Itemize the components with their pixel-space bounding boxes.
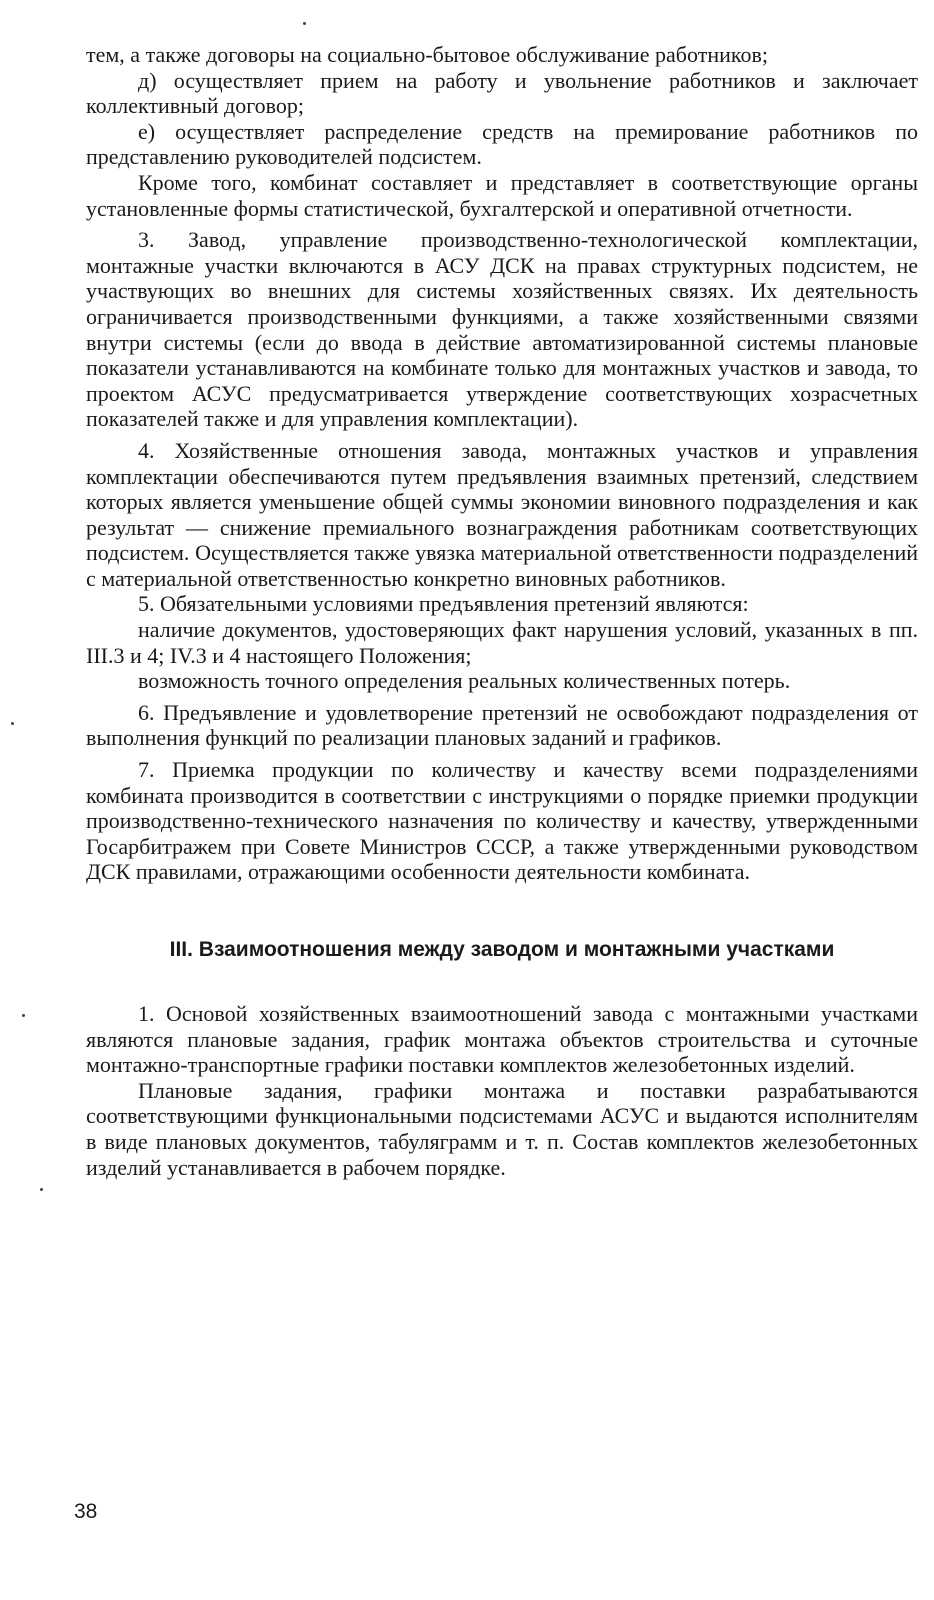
body-paragraph: тем, а также договоры на социально-бытовое обслуживание работников; — [86, 42, 768, 67]
body-paragraph: 6. Предъявление и удовлетворение претензий не освобождают подразделения от выполнения функций по реализации плановых заданий и графиков. — [86, 699, 918, 751]
page-number: 38 — [74, 1500, 98, 1523]
text-block-bottom — [86, 1001, 918, 1180]
document-page — [86, 42, 918, 1180]
body-paragraph: 5. Обязательными условиями предъявления претензий являются: — [138, 591, 749, 617]
scan-speck — [11, 722, 14, 725]
text-block-top — [86, 42, 918, 885]
body-paragraph: наличие документов, удостоверяющих факт нарушения условий, указанных в пп. III.3 и 4; IV.3 и 4 настоящего Положения; — [86, 617, 918, 668]
section-heading: III. Взаимоотношения между заводом и монтажными участками — [169, 938, 835, 961]
scan-speck — [303, 22, 306, 25]
body-paragraph: возможность точного определения реальных количественных потерь. — [138, 668, 791, 694]
body-paragraph: 7. Приемка продукции по количеству и качеству всеми подразделениями комбината производится в соответствии с инструкциями о порядке приемки продукции производственно-технического назначения по количеству и качеству, утвержденными Госарбитражем при Совете Министров СССР, а также утвержденными руководством ДСК правилами, отражающими особенности деятельности комбината. — [86, 757, 918, 885]
body-paragraph: 3. Завод, управление производственно-технологической комплектации, монтажные участки включаются в АСУ ДСК на правах структурных подсистем, не участвующих во внешних для системы хозяйственных связях. Их деятельность ограничивается производственными функциями, а также хозяйственными связями внутри системы (если до ввода в действие автоматизированной системы плановые показатели устанавливаются на комбинате только для монтажных участков и завода, то проектом АСУС предусматривается утверждение соответствующих хозрасчетных показателей также и для управления комплектации). — [86, 227, 918, 432]
body-paragraph: 4. Хозяйственные отношения завода, монтажных участков и управления комплектации обеспечиваются путем предъявления взаимных претензий, следствием которых является уменьшение общей суммы экономии виновного подразделения и как результат — снижение премиального вознаграждения работникам соответствующих подсистем. Осуществляется также увязка материальной ответственности подразделений с материальной ответственностью конкретно виновных работников. — [86, 437, 918, 591]
body-paragraph: е) осуществляет распределение средств на премирование работников по представлению руководителей подсистем. — [86, 118, 918, 170]
scan-speck — [40, 1188, 43, 1191]
section-paragraph: 1. Основой хозяйственных взаимоотношений завода с монтажными участками являются плановые задания, график монтажа объектов строительства и суточные монтажно-транспортные графики поставки комплектов железобетонных изделий. — [86, 1001, 918, 1078]
scan-speck — [22, 1014, 25, 1017]
body-paragraph: д) осуществляет прием на работу и увольнение работников и заключает коллективный договор; — [86, 67, 918, 119]
section-paragraph: Плановые задания, графики монтажа и поставки разрабатываются соответствующими функциональными подсистемами АСУС и выдаются исполнителям в виде плановых документов, табуляграмм и т. п. Состав комплектов железобетонных изделий устанавливается в рабочем порядке. — [86, 1077, 918, 1180]
body-paragraph: Кроме того, комбинат составляет и представляет в соответствующие органы установленные формы статистической, бухгалтерской и оперативной отчетности. — [86, 169, 918, 221]
